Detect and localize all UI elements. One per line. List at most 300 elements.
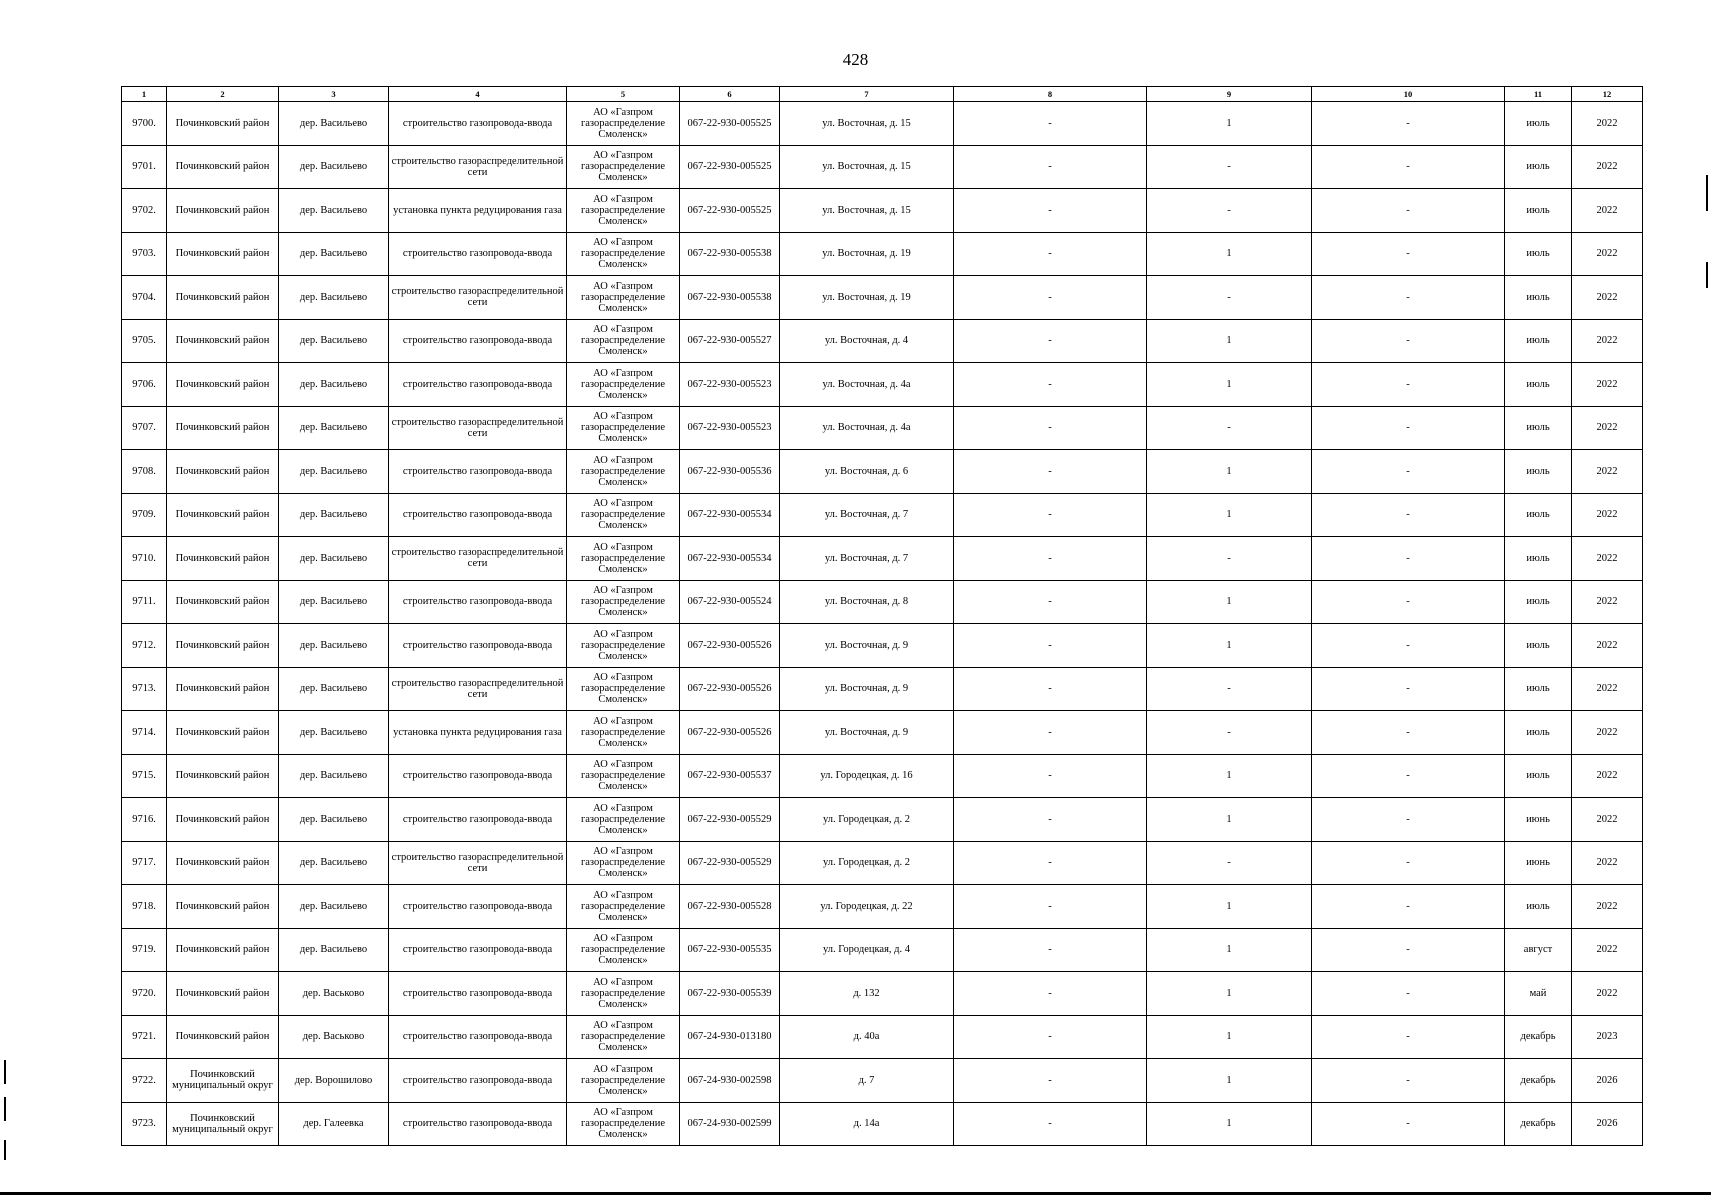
address-cell: ул. Восточная, д. 9 [780, 624, 954, 668]
column-8-cell: - [954, 667, 1147, 711]
address-cell: ул. Восточная, д. 4а [780, 363, 954, 407]
address-cell: ул. Восточная, д. 15 [780, 189, 954, 233]
row-number: 9701. [122, 145, 167, 189]
month-cell: июль [1505, 276, 1572, 320]
column-9-cell: - [1147, 537, 1312, 581]
organization-cell: АО «Газпром газораспределение Смоленск» [567, 537, 680, 581]
month-cell: декабрь [1505, 1015, 1572, 1059]
column-9-cell: 1 [1147, 972, 1312, 1016]
column-header: 6 [680, 87, 780, 102]
year-cell: 2022 [1572, 667, 1643, 711]
column-8-cell: - [954, 624, 1147, 668]
column-10-cell: - [1312, 1059, 1505, 1103]
footer-rule [0, 1192, 1711, 1195]
organization-cell: АО «Газпром газораспределение Смоленск» [567, 798, 680, 842]
year-cell: 2026 [1572, 1059, 1643, 1103]
organization-cell: АО «Газпром газораспределение Смоленск» [567, 972, 680, 1016]
address-cell: ул. Восточная, д. 4 [780, 319, 954, 363]
column-8-cell: - [954, 885, 1147, 929]
registry-code-cell: 067-22-930-005529 [680, 841, 780, 885]
column-9-cell: 1 [1147, 580, 1312, 624]
row-number: 9703. [122, 232, 167, 276]
district-cell: Починковский район [167, 276, 279, 320]
column-9-cell: 1 [1147, 363, 1312, 407]
column-header: 5 [567, 87, 680, 102]
column-header: 7 [780, 87, 954, 102]
district-cell: Починковский район [167, 928, 279, 972]
column-header: 9 [1147, 87, 1312, 102]
settlement-cell: дер. Васильево [279, 363, 389, 407]
column-10-cell: - [1312, 754, 1505, 798]
page-number: 428 [842, 50, 869, 69]
settlement-cell: дер. Васильево [279, 145, 389, 189]
month-cell: июнь [1505, 798, 1572, 842]
row-number: 9705. [122, 319, 167, 363]
scan-edge-mark [4, 1097, 6, 1121]
column-9-cell: 1 [1147, 1102, 1312, 1146]
row-number: 9714. [122, 711, 167, 755]
year-cell: 2022 [1572, 189, 1643, 233]
column-8-cell: - [954, 406, 1147, 450]
month-cell: июль [1505, 102, 1572, 146]
district-cell: Починковский район [167, 493, 279, 537]
work-type-cell: строительство газопровода-ввода [389, 1059, 567, 1103]
district-cell: Починковский район [167, 145, 279, 189]
year-cell: 2022 [1572, 885, 1643, 929]
year-cell: 2022 [1572, 102, 1643, 146]
address-cell: ул. Восточная, д. 6 [780, 450, 954, 494]
column-8-cell: - [954, 928, 1147, 972]
column-8-cell: - [954, 711, 1147, 755]
address-cell: ул. Городецкая, д. 22 [780, 885, 954, 929]
row-number: 9700. [122, 102, 167, 146]
column-8-cell: - [954, 276, 1147, 320]
column-8-cell: - [954, 754, 1147, 798]
settlement-cell: дер. Васильево [279, 406, 389, 450]
table-row [122, 189, 1643, 233]
column-8-cell: - [954, 319, 1147, 363]
column-8-cell: - [954, 1102, 1147, 1146]
month-cell: август [1505, 928, 1572, 972]
month-cell: июль [1505, 885, 1572, 929]
settlement-cell: дер. Васильево [279, 102, 389, 146]
district-cell: Починковский район [167, 319, 279, 363]
registry-code-cell: 067-22-930-005525 [680, 102, 780, 146]
table-row [122, 972, 1643, 1016]
column-10-cell: - [1312, 1102, 1505, 1146]
registry-code-cell: 067-22-930-005525 [680, 145, 780, 189]
address-cell: ул. Восточная, д. 9 [780, 711, 954, 755]
work-type-cell: строительство газопровода-ввода [389, 232, 567, 276]
column-header: 4 [389, 87, 567, 102]
organization-cell: АО «Газпром газораспределение Смоленск» [567, 1102, 680, 1146]
month-cell: июль [1505, 319, 1572, 363]
column-10-cell: - [1312, 841, 1505, 885]
work-type-cell: строительство газопровода-ввода [389, 754, 567, 798]
column-9-cell: - [1147, 406, 1312, 450]
year-cell: 2022 [1572, 450, 1643, 494]
district-cell: Починковский район [167, 102, 279, 146]
month-cell: июль [1505, 580, 1572, 624]
month-cell: июль [1505, 711, 1572, 755]
organization-cell: АО «Газпром газораспределение Смоленск» [567, 450, 680, 494]
year-cell: 2022 [1572, 580, 1643, 624]
district-cell: Починковский район [167, 885, 279, 929]
organization-cell: АО «Газпром газораспределение Смоленск» [567, 1059, 680, 1103]
scan-edge-mark [1706, 262, 1708, 288]
column-header: 2 [167, 87, 279, 102]
column-8-cell: - [954, 841, 1147, 885]
year-cell: 2022 [1572, 406, 1643, 450]
column-9-cell: - [1147, 145, 1312, 189]
column-10-cell: - [1312, 667, 1505, 711]
settlement-cell: дер. Васильево [279, 450, 389, 494]
scan-edge-mark [4, 1140, 6, 1160]
work-type-cell: строительство газопровода-ввода [389, 102, 567, 146]
work-type-cell: строительство газопровода-ввода [389, 928, 567, 972]
year-cell: 2022 [1572, 363, 1643, 407]
table-row [122, 102, 1643, 146]
column-9-cell: - [1147, 276, 1312, 320]
work-type-cell: установка пункта редуцирования газа [389, 711, 567, 755]
table-row [122, 1059, 1643, 1103]
column-10-cell: - [1312, 363, 1505, 407]
month-cell: декабрь [1505, 1059, 1572, 1103]
column-8-cell: - [954, 1059, 1147, 1103]
column-header: 10 [1312, 87, 1505, 102]
year-cell: 2026 [1572, 1102, 1643, 1146]
column-9-cell: 1 [1147, 450, 1312, 494]
settlement-cell: дер. Васильево [279, 232, 389, 276]
column-10-cell: - [1312, 624, 1505, 668]
column-9-cell: - [1147, 189, 1312, 233]
work-type-cell: строительство газопровода-ввода [389, 580, 567, 624]
year-cell: 2022 [1572, 537, 1643, 581]
year-cell: 2022 [1572, 276, 1643, 320]
district-cell: Починковский район [167, 363, 279, 407]
address-cell: ул. Восточная, д. 7 [780, 493, 954, 537]
column-9-cell: 1 [1147, 624, 1312, 668]
work-type-cell: строительство газопровода-ввода [389, 798, 567, 842]
organization-cell: АО «Газпром газораспределение Смоленск» [567, 624, 680, 668]
registry-code-cell: 067-22-930-005529 [680, 798, 780, 842]
column-10-cell: - [1312, 885, 1505, 929]
column-9-cell: 1 [1147, 928, 1312, 972]
address-cell: д. 132 [780, 972, 954, 1016]
district-cell: Починковский район [167, 1015, 279, 1059]
work-type-cell: строительство газораспределительной сети [389, 667, 567, 711]
column-9-cell: 1 [1147, 885, 1312, 929]
work-type-cell: строительство газораспределительной сети [389, 841, 567, 885]
work-type-cell: строительство газопровода-ввода [389, 319, 567, 363]
month-cell: июль [1505, 754, 1572, 798]
address-cell: ул. Восточная, д. 8 [780, 580, 954, 624]
settlement-cell: дер. Васильево [279, 493, 389, 537]
column-9-cell: 1 [1147, 1059, 1312, 1103]
row-number: 9721. [122, 1015, 167, 1059]
table-header [122, 87, 1643, 102]
organization-cell: АО «Газпром газораспределение Смоленск» [567, 928, 680, 972]
column-10-cell: - [1312, 189, 1505, 233]
district-cell: Починковский район [167, 624, 279, 668]
column-10-cell: - [1312, 450, 1505, 494]
district-cell: Починковский муниципальный округ [167, 1059, 279, 1103]
address-cell: ул. Восточная, д. 19 [780, 232, 954, 276]
settlement-cell: дер. Васильево [279, 667, 389, 711]
registry-code-cell: 067-22-930-005534 [680, 493, 780, 537]
year-cell: 2022 [1572, 493, 1643, 537]
settlement-cell: дер. Васильево [279, 711, 389, 755]
column-8-cell: - [954, 450, 1147, 494]
row-number: 9716. [122, 798, 167, 842]
row-number: 9715. [122, 754, 167, 798]
table-row [122, 711, 1643, 755]
column-header: 8 [954, 87, 1147, 102]
table-row [122, 319, 1643, 363]
column-10-cell: - [1312, 798, 1505, 842]
column-9-cell: 1 [1147, 232, 1312, 276]
address-cell: ул. Восточная, д. 15 [780, 145, 954, 189]
month-cell: июль [1505, 232, 1572, 276]
table-row [122, 363, 1643, 407]
row-number: 9712. [122, 624, 167, 668]
table-row [122, 841, 1643, 885]
address-cell: ул. Городецкая, д. 2 [780, 841, 954, 885]
address-cell: д. 14а [780, 1102, 954, 1146]
district-cell: Починковский район [167, 711, 279, 755]
row-number: 9713. [122, 667, 167, 711]
organization-cell: АО «Газпром газораспределение Смоленск» [567, 363, 680, 407]
column-9-cell: - [1147, 841, 1312, 885]
row-number: 9702. [122, 189, 167, 233]
district-cell: Починковский район [167, 754, 279, 798]
registry-code-cell: 067-22-930-005534 [680, 537, 780, 581]
address-cell: ул. Городецкая, д. 16 [780, 754, 954, 798]
work-type-cell: строительство газораспределительной сети [389, 406, 567, 450]
column-10-cell: - [1312, 102, 1505, 146]
column-10-cell: - [1312, 493, 1505, 537]
organization-cell: АО «Газпром газораспределение Смоленск» [567, 841, 680, 885]
table-row [122, 493, 1643, 537]
registry-code-cell: 067-22-930-005527 [680, 319, 780, 363]
row-number: 9718. [122, 885, 167, 929]
month-cell: декабрь [1505, 1102, 1572, 1146]
table-row [122, 537, 1643, 581]
address-cell: ул. Восточная, д. 9 [780, 667, 954, 711]
month-cell: июль [1505, 624, 1572, 668]
year-cell: 2022 [1572, 928, 1643, 972]
organization-cell: АО «Газпром газораспределение Смоленск» [567, 493, 680, 537]
table-row [122, 276, 1643, 320]
district-cell: Починковский район [167, 580, 279, 624]
district-cell: Починковский район [167, 406, 279, 450]
column-9-cell: - [1147, 711, 1312, 755]
row-number: 9717. [122, 841, 167, 885]
settlement-cell: дер. Васильево [279, 928, 389, 972]
row-number: 9706. [122, 363, 167, 407]
column-10-cell: - [1312, 319, 1505, 363]
table-row [122, 145, 1643, 189]
organization-cell: АО «Газпром газораспределение Смоленск» [567, 885, 680, 929]
table-row [122, 1102, 1643, 1146]
registry-code-cell: 067-22-930-005526 [680, 667, 780, 711]
column-10-cell: - [1312, 972, 1505, 1016]
column-10-cell: - [1312, 145, 1505, 189]
month-cell: июль [1505, 189, 1572, 233]
column-10-cell: - [1312, 276, 1505, 320]
settlement-cell: дер. Васьково [279, 1015, 389, 1059]
district-cell: Починковский район [167, 537, 279, 581]
month-cell: июль [1505, 363, 1572, 407]
work-type-cell: строительство газораспределительной сети [389, 145, 567, 189]
registry-code-cell: 067-22-930-005535 [680, 928, 780, 972]
year-cell: 2022 [1572, 711, 1643, 755]
work-type-cell: строительство газопровода-ввода [389, 624, 567, 668]
table-row [122, 798, 1643, 842]
column-8-cell: - [954, 102, 1147, 146]
column-9-cell: 1 [1147, 1015, 1312, 1059]
registry-code-cell: 067-24-930-002598 [680, 1059, 780, 1103]
table-row [122, 624, 1643, 668]
row-number: 9709. [122, 493, 167, 537]
column-8-cell: - [954, 493, 1147, 537]
organization-cell: АО «Газпром газораспределение Смоленск» [567, 406, 680, 450]
column-8-cell: - [954, 232, 1147, 276]
work-type-cell: строительство газораспределительной сети [389, 537, 567, 581]
settlement-cell: дер. Васильево [279, 189, 389, 233]
address-cell: ул. Городецкая, д. 4 [780, 928, 954, 972]
column-8-cell: - [954, 580, 1147, 624]
month-cell: июль [1505, 145, 1572, 189]
work-type-cell: строительство газопровода-ввода [389, 450, 567, 494]
settlement-cell: дер. Васильево [279, 276, 389, 320]
column-10-cell: - [1312, 406, 1505, 450]
district-cell: Починковский район [167, 450, 279, 494]
district-cell: Починковский район [167, 972, 279, 1016]
column-8-cell: - [954, 363, 1147, 407]
column-9-cell: 1 [1147, 102, 1312, 146]
row-number: 9710. [122, 537, 167, 581]
row-number: 9708. [122, 450, 167, 494]
registry-code-cell: 067-22-930-005523 [680, 406, 780, 450]
registry-code-cell: 067-22-930-005525 [680, 189, 780, 233]
row-number: 9711. [122, 580, 167, 624]
row-number: 9704. [122, 276, 167, 320]
year-cell: 2022 [1572, 319, 1643, 363]
column-9-cell: - [1147, 667, 1312, 711]
registry-code-cell: 067-22-930-005538 [680, 276, 780, 320]
column-10-cell: - [1312, 537, 1505, 581]
organization-cell: АО «Газпром газораспределение Смоленск» [567, 232, 680, 276]
settlement-cell: дер. Васильево [279, 624, 389, 668]
year-cell: 2022 [1572, 232, 1643, 276]
district-cell: Починковский район [167, 232, 279, 276]
registry-code-cell: 067-22-930-005528 [680, 885, 780, 929]
row-number: 9707. [122, 406, 167, 450]
work-type-cell: строительство газопровода-ввода [389, 493, 567, 537]
settlement-cell: дер. Васильево [279, 754, 389, 798]
column-8-cell: - [954, 972, 1147, 1016]
registry-table [121, 86, 1643, 1146]
registry-code-cell: 067-24-930-013180 [680, 1015, 780, 1059]
address-cell: ул. Восточная, д. 7 [780, 537, 954, 581]
month-cell: май [1505, 972, 1572, 1016]
row-number: 9723. [122, 1102, 167, 1146]
column-header: 1 [122, 87, 167, 102]
work-type-cell: строительство газопровода-ввода [389, 885, 567, 929]
registry-code-cell: 067-22-930-005538 [680, 232, 780, 276]
table-row [122, 232, 1643, 276]
year-cell: 2022 [1572, 754, 1643, 798]
table-row [122, 667, 1643, 711]
work-type-cell: установка пункта редуцирования газа [389, 189, 567, 233]
settlement-cell: дер. Васильево [279, 319, 389, 363]
column-8-cell: - [954, 189, 1147, 233]
organization-cell: АО «Газпром газораспределение Смоленск» [567, 754, 680, 798]
address-cell: ул. Восточная, д. 4а [780, 406, 954, 450]
table-row [122, 406, 1643, 450]
column-8-cell: - [954, 537, 1147, 581]
organization-cell: АО «Газпром газораспределение Смоленск» [567, 580, 680, 624]
year-cell: 2022 [1572, 972, 1643, 1016]
column-10-cell: - [1312, 711, 1505, 755]
organization-cell: АО «Газпром газораспределение Смоленск» [567, 276, 680, 320]
settlement-cell: дер. Галеевка [279, 1102, 389, 1146]
table-body [122, 102, 1643, 1146]
column-8-cell: - [954, 1015, 1147, 1059]
table-row [122, 580, 1643, 624]
row-number: 9720. [122, 972, 167, 1016]
month-cell: июль [1505, 537, 1572, 581]
year-cell: 2022 [1572, 145, 1643, 189]
table-row [122, 450, 1643, 494]
column-9-cell: 1 [1147, 493, 1312, 537]
column-9-cell: 1 [1147, 319, 1312, 363]
column-10-cell: - [1312, 1015, 1505, 1059]
month-cell: июль [1505, 667, 1572, 711]
registry-code-cell: 067-22-930-005524 [680, 580, 780, 624]
district-cell: Починковский район [167, 667, 279, 711]
district-cell: Починковский муниципальный округ [167, 1102, 279, 1146]
registry-code-cell: 067-22-930-005526 [680, 624, 780, 668]
address-cell: д. 7 [780, 1059, 954, 1103]
settlement-cell: дер. Ворошилово [279, 1059, 389, 1103]
work-type-cell: строительство газораспределительной сети [389, 276, 567, 320]
registry-code-cell: 067-24-930-002599 [680, 1102, 780, 1146]
header-row [122, 87, 1643, 102]
organization-cell: АО «Газпром газораспределение Смоленск» [567, 319, 680, 363]
column-header: 11 [1505, 87, 1572, 102]
registry-code-cell: 067-22-930-005526 [680, 711, 780, 755]
work-type-cell: строительство газопровода-ввода [389, 363, 567, 407]
row-number: 9719. [122, 928, 167, 972]
column-10-cell: - [1312, 928, 1505, 972]
organization-cell: АО «Газпром газораспределение Смоленск» [567, 1015, 680, 1059]
organization-cell: АО «Газпром газораспределение Смоленск» [567, 102, 680, 146]
address-cell: ул. Восточная, д. 15 [780, 102, 954, 146]
month-cell: июль [1505, 493, 1572, 537]
organization-cell: АО «Газпром газораспределение Смоленск» [567, 189, 680, 233]
year-cell: 2022 [1572, 798, 1643, 842]
column-10-cell: - [1312, 232, 1505, 276]
registry-code-cell: 067-22-930-005539 [680, 972, 780, 1016]
scan-edge-mark [1706, 175, 1708, 211]
table-row [122, 1015, 1643, 1059]
year-cell: 2023 [1572, 1015, 1643, 1059]
organization-cell: АО «Газпром газораспределение Смоленск» [567, 667, 680, 711]
scan-edge-mark [4, 1060, 6, 1084]
table-row [122, 928, 1643, 972]
